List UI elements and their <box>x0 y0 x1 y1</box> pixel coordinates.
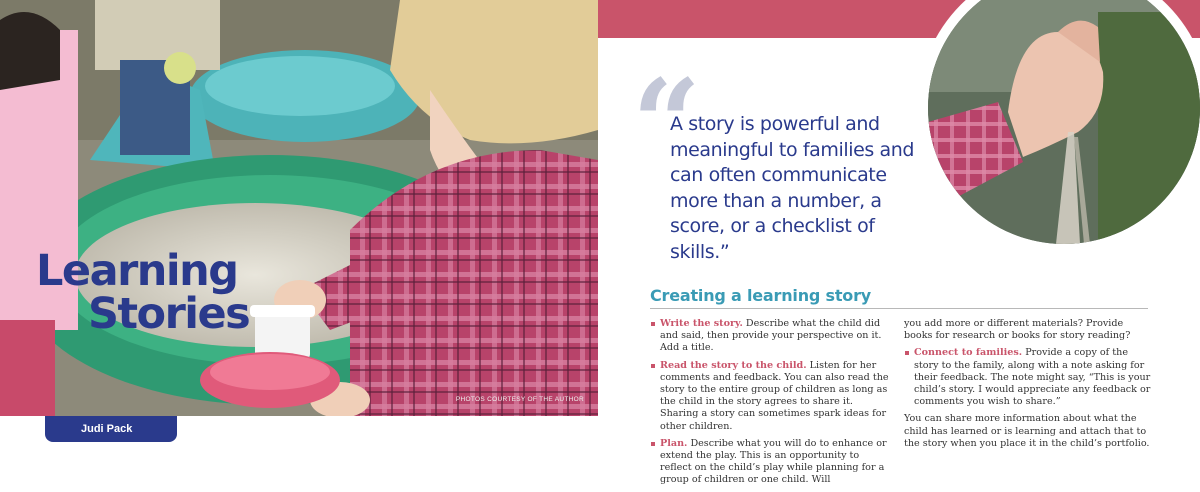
list-item <box>650 360 890 433</box>
list-item <box>650 318 890 355</box>
pull-quote: A story is powerful and meaningful to families and can often communicate more than a number, a score, or a checklist of skills.” <box>670 113 915 263</box>
step-lead: Plan. <box>660 437 688 449</box>
title-line-1: Learning <box>36 246 238 296</box>
text-column-right <box>904 318 1152 450</box>
step-lead: Connect to families. <box>914 347 1023 359</box>
step-text: Describe what you will do to enhance or extend the play. This is an opportunity to reflect on the child’s play while planning for a group of children or one child. Will <box>660 437 887 486</box>
sand-hand-photo <box>928 0 1200 244</box>
steps-list-continued <box>904 347 1152 408</box>
plan-continued: you add more or different materials? Provide books for research or books for story reading? <box>904 318 1131 342</box>
closing-paragraph: You can share more information about what the child has learned or is learning and attach that to the story when you place it in the child’s portfolio. <box>904 413 1150 449</box>
step-lead: Read the story to the child. <box>660 359 807 371</box>
quote-mark: “ <box>632 53 702 194</box>
list-item <box>904 347 1152 408</box>
step-text: Describe what the child did and said, then provide your perspective on it. Add a title. <box>660 318 882 354</box>
step-text: Listen for her comments and feedback. You can also read the story to the entire group of children as long as the child in the story agrees to share it. Sharing a story can sometimes spark ideas for other children. <box>660 359 889 432</box>
text-column-left <box>650 318 890 492</box>
cover-photo <box>0 0 598 416</box>
photo-credit: PHOTOS COURTESY OF THE AUTHOR <box>455 396 584 403</box>
section-heading: Creating a learning story <box>650 286 871 305</box>
sandbox-photo-illustration <box>0 0 598 416</box>
step-lead: Write the story. <box>660 318 743 329</box>
author-name: Judi Pack <box>81 423 133 435</box>
section-divider <box>650 308 1148 309</box>
list-item <box>650 438 890 487</box>
article-title <box>36 246 250 339</box>
author-tab <box>45 416 177 442</box>
sand-pouring-illustration <box>928 0 1200 244</box>
steps-list <box>650 318 890 487</box>
circular-photo-frame <box>918 0 1200 254</box>
step-text: Provide a copy of the story to the family, along with a note asking for their feedback. The note might say, “This is your child’s story. I would appreciate any feedback or comments you wish to share.” <box>914 347 1151 408</box>
title-line-2: Stories <box>88 289 250 339</box>
